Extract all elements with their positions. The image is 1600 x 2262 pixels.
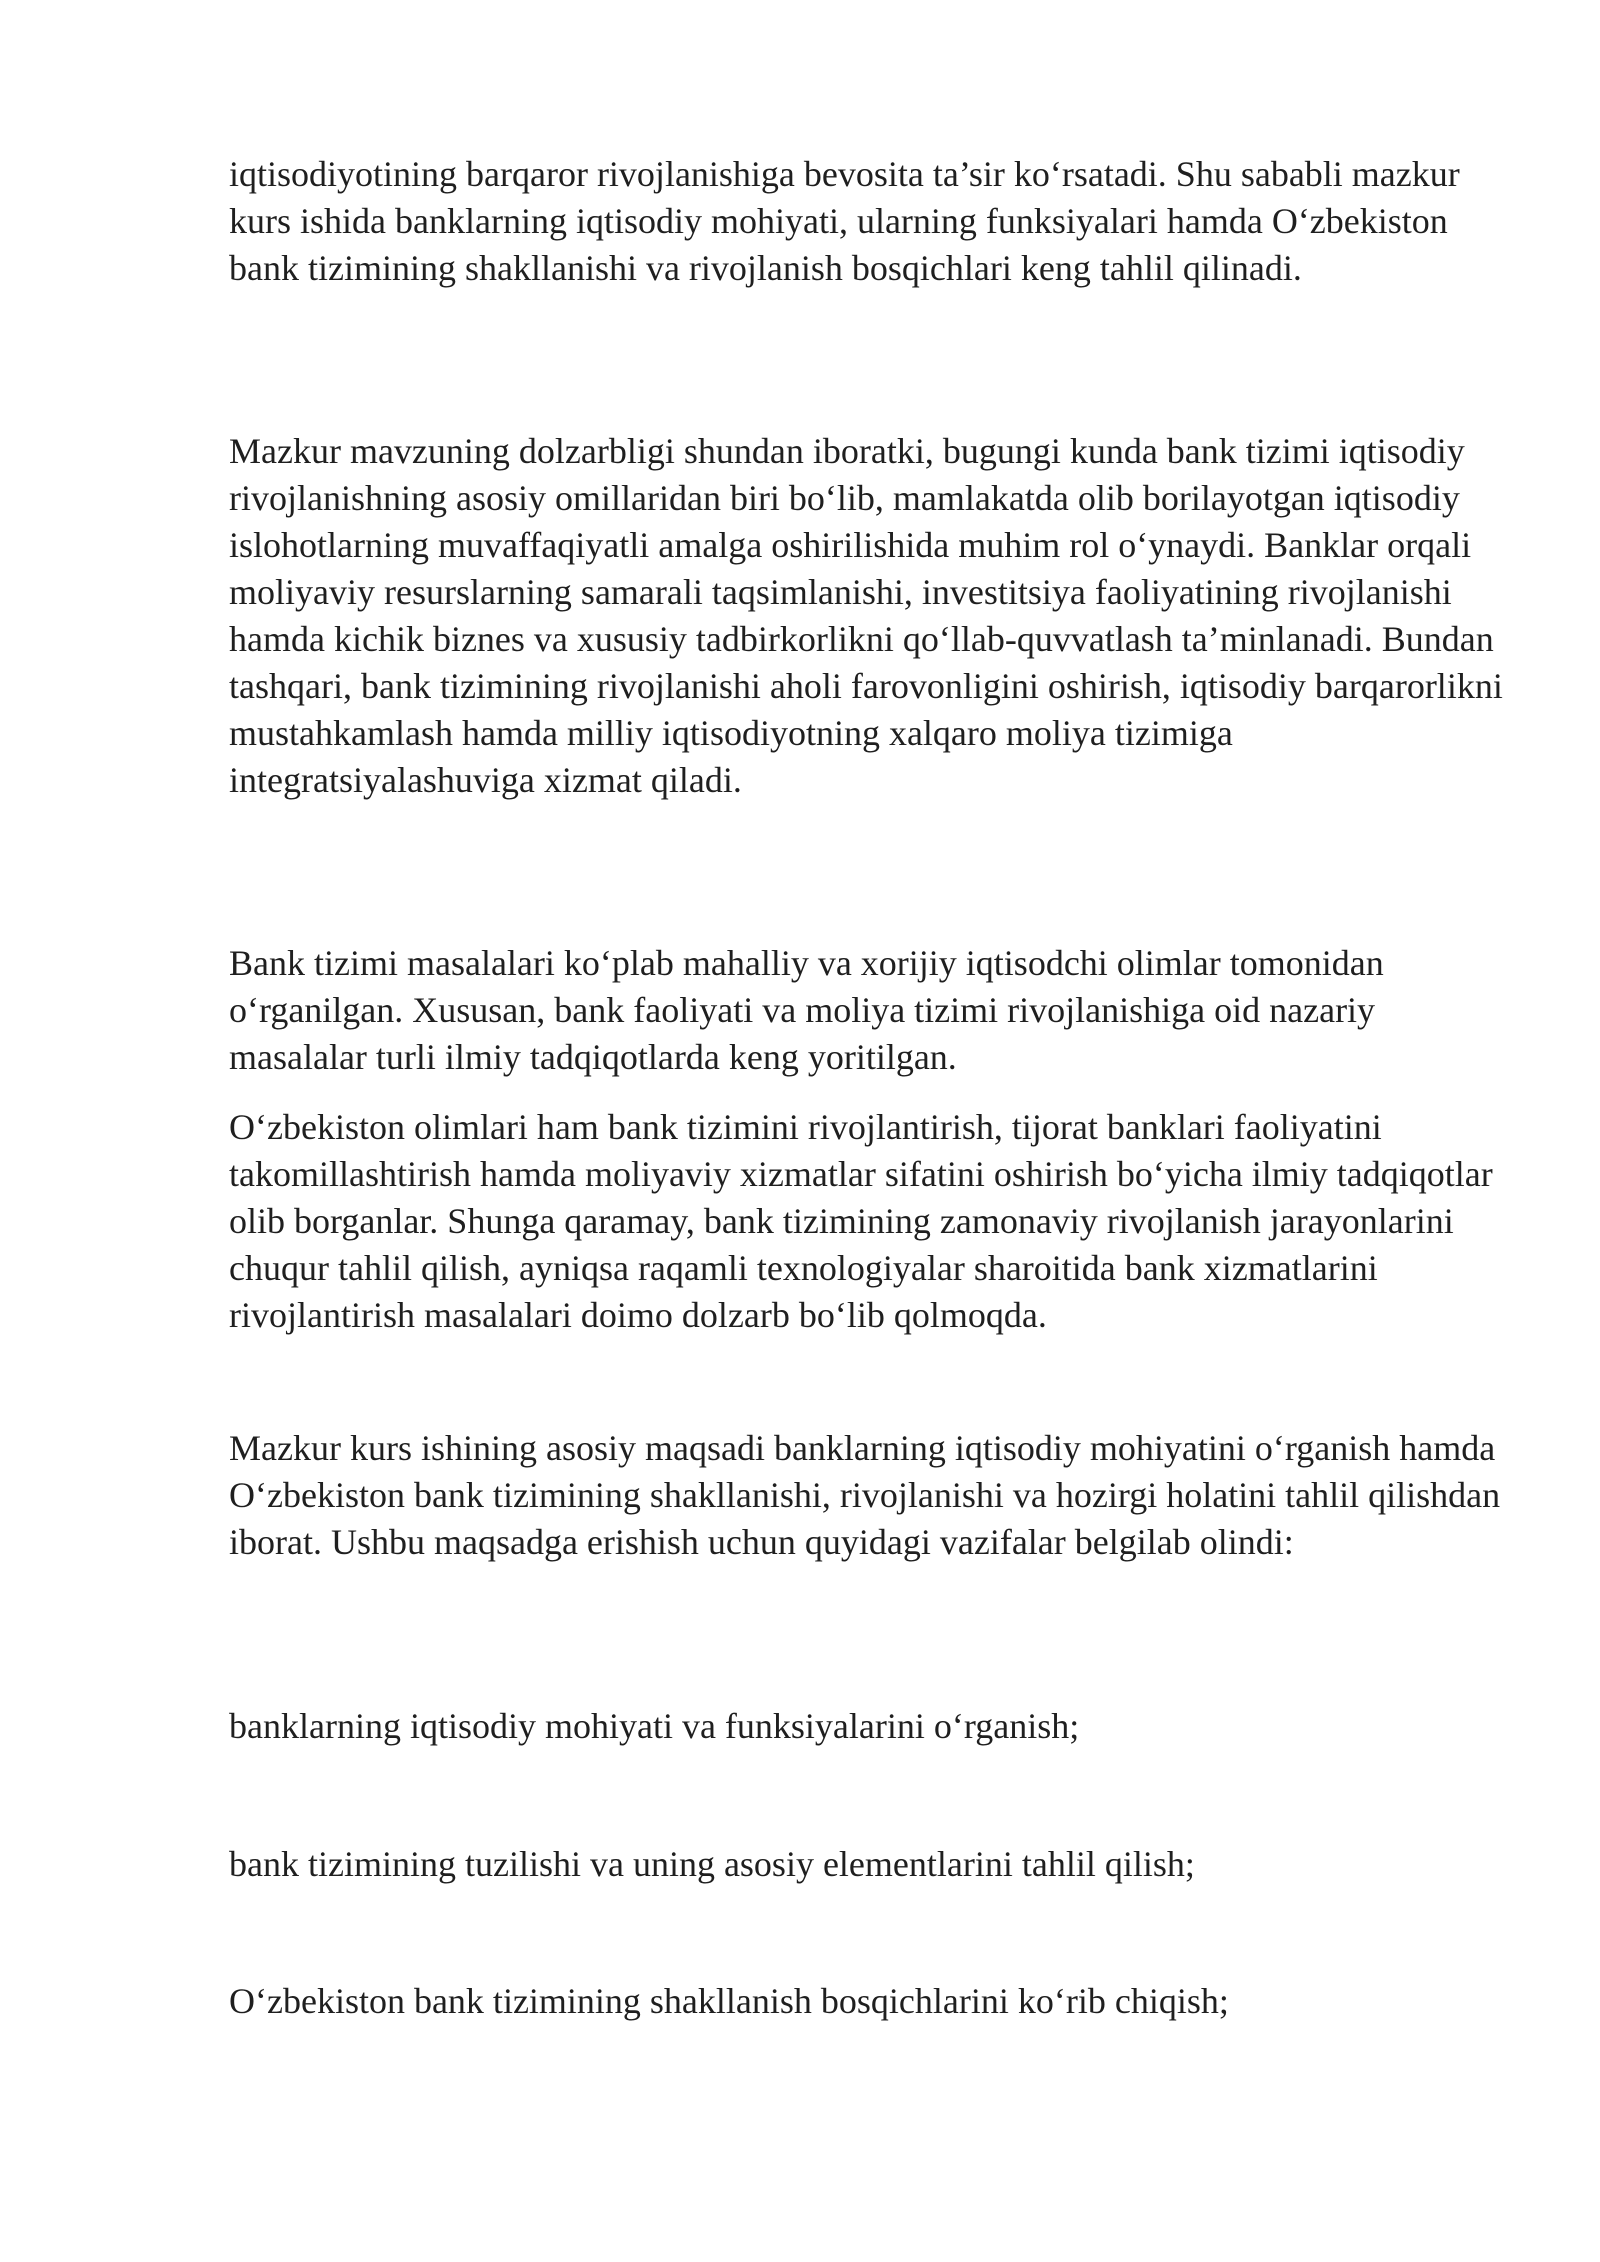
task-item: banklarning iqtisodiy mohiyati va funksiyalarini o‘rganish; (229, 1706, 1080, 1746)
paragraph-relevance: Mazkur mavzuning dolzarbligi shundan iboratki, bugungi kunda bank tizimi iqtisodiy rivojlanishning asosiy omillaridan biri bo‘lib, mamlakatda olib borilayotgan iqtisodiy islohotlarning muvaffaqiyatli amalga oshirilishida muhim rol o‘ynaydi. Banklar orqali moliyaviy resurslarning samarali taqsimlanishi, investitsiya faoliyatining rivojlanishi hamda kichik biznes va xususiy tadbirkorlikni qo‘llab-quvvatlash ta’minlanadi. Bundan tashqari, bank tizimining rivojlanishi aholi farovonligini oshirish, iqtisodiy barqarorlikni mustahkamlash hamda milliy iqtisodiyotning xalqaro moliya tizimiga integratsiyalashuviga xizmat qiladi. (229, 431, 1503, 800)
paragraph-literature-review: Bank tizimi masalalari ko‘plab mahalliy va xorijiy iqtisodchi olimlar tomonidan o‘rganilgan. Xususan, bank faoliyati va moliya tizimi rivojlanishiga oid nazariy masalalar turli ilmiy tadqiqotlarda keng yoritilgan. (229, 943, 1384, 1077)
task-item: bank tizimining tuzilishi va uning asosiy elementlarini tahlil qilish; (229, 1844, 1195, 1884)
paragraph-uzbek-scholars: O‘zbekiston olimlari ham bank tizimini rivojlantirish, tijorat banklari faoliyatini takomillashtirish hamda moliyaviy xizmatlar sifatini oshirish bo‘yicha ilmiy tadqiqotlar olib borganlar. Shunga qaramay, bank tizimining zamonaviy rivojlanish jarayonlarini chuqur tahlil qilish, ayniqsa raqamli texnologiyalar sharoitida bank xizmatlarini rivojlantirish masalalari doimo dolzarb bo‘lib qolmoqda. (229, 1107, 1493, 1335)
task-item: O‘zbekiston bank tizimining shakllanish bosqichlarini ko‘rib chiqish; (229, 1981, 1229, 2021)
paragraph-goal: Mazkur kurs ishining asosiy maqsadi banklarning iqtisodiy mohiyatini o‘rganish hamda O‘zbekiston bank tizimining shakllanishi, rivojlanishi va hozirgi holatini tahlil qilishdan iborat. Ushbu maqsadga erishish uchun quyidagi vazifalar belgilab olindi: (229, 1428, 1501, 1562)
paragraph-intro-continuation: iqtisodiyotining barqaror rivojlanishiga bevosita ta’sir ko‘rsatadi. Shu sababli mazkur kurs ishida banklarning iqtisodiy mohiyati, ularning funksiyalari hamda O‘zbekiston bank tizimining shakllanishi va rivojlanish bosqichlari keng tahlil qilinadi. (229, 154, 1460, 288)
